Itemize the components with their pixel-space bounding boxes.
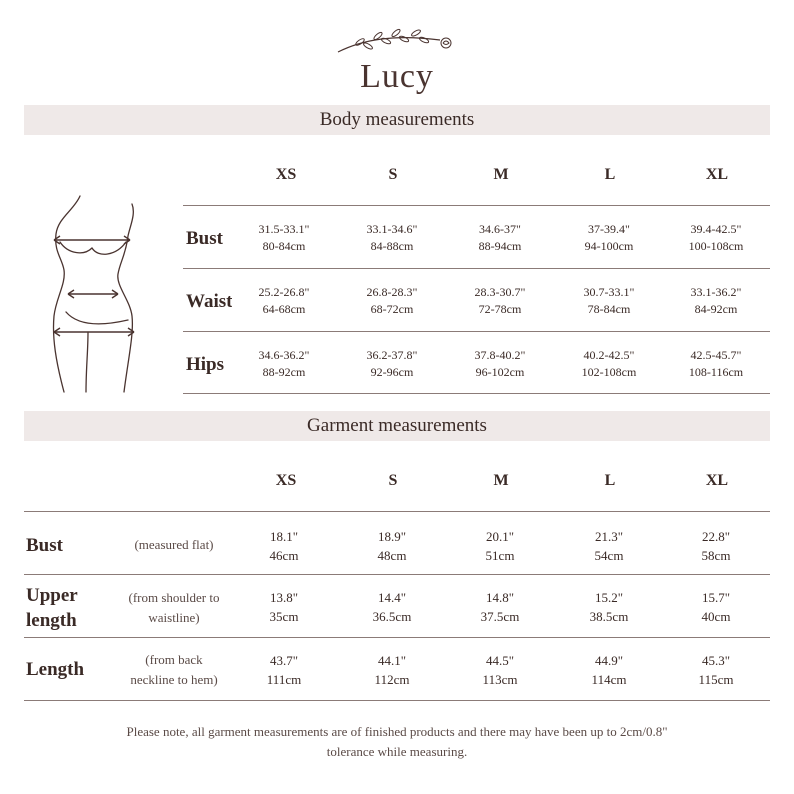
garment-row-note: (from back neckline to hem) — [130, 652, 218, 687]
body-waist-s: 26.8-28.3" 68-72cm — [366, 285, 418, 316]
body-silhouette-icon — [44, 192, 144, 398]
garment-upper-l: 15.2" 38.5cm — [589, 590, 629, 624]
garment-row-note: (measured flat) — [134, 537, 214, 552]
body-bust-xl: 39.4-42.5" 100-108cm — [688, 222, 744, 253]
tolerance-note: Please note, all garment measurements are of finished products and there may have been up to 2cm/0.8" tolerance while measuring. — [126, 724, 668, 759]
body-hips-s: 36.2-37.8" 92-96cm — [366, 348, 418, 379]
body-row-label: Waist — [186, 291, 232, 312]
garment-row-label: Bust — [26, 535, 63, 556]
body-hips-xs: 34.6-36.2" 88-92cm — [258, 348, 310, 379]
garment-length-xs: 43.7" 111cm — [266, 653, 302, 687]
garment-row-divider — [24, 637, 770, 638]
garment-size-m: M — [493, 472, 509, 489]
body-bust-s: 33.1-34.6" 84-88cm — [366, 222, 418, 253]
body-size-xl: XL — [705, 166, 729, 183]
garment-row-divider — [24, 700, 770, 701]
body-hips-l: 40.2-42.5" 102-108cm — [581, 348, 637, 379]
garment-row-label: Upper length — [26, 585, 78, 631]
garment-row-divider — [24, 574, 770, 575]
body-hips-m: 37.8-40.2" 96-102cm — [474, 348, 526, 379]
garment-length-xl: 45.3" 115cm — [698, 653, 734, 687]
body-row-divider — [183, 205, 770, 206]
brand-logo — [0, 26, 794, 96]
floral-branch-icon — [332, 26, 462, 60]
body-bust-m: 34.6-37" 88-94cm — [478, 222, 522, 253]
body-waist-xs: 25.2-26.8" 64-68cm — [258, 285, 310, 316]
garment-length-l: 44.9" 114cm — [591, 653, 627, 687]
garment-length-s: 44.1" 112cm — [374, 653, 410, 687]
garment-bust-xs: 18.1" 46cm — [269, 529, 299, 563]
body-measurements-title: Body measurements — [24, 105, 770, 135]
garment-size-s: S — [388, 472, 398, 489]
garment-row-note: (from shoulder to waistline) — [128, 590, 220, 625]
garment-bust-s: 18.9" 48cm — [377, 529, 407, 563]
body-size-xs: XS — [275, 166, 297, 183]
body-hips-xl: 42.5-45.7" 108-116cm — [688, 348, 744, 379]
garment-row-divider — [24, 511, 770, 512]
garment-row-label: Length — [26, 659, 85, 680]
body-row-divider — [183, 268, 770, 269]
body-bust-xs: 31.5-33.1" 80-84cm — [258, 222, 310, 253]
garment-bust-xl: 22.8" 58cm — [701, 529, 731, 563]
body-waist-m: 28.3-30.7" 72-78cm — [474, 285, 526, 316]
garment-upper-xs: 13.8" 35cm — [269, 590, 299, 624]
garment-bust-m: 20.1" 51cm — [485, 529, 515, 563]
body-size-m: M — [493, 166, 509, 183]
body-waist-l: 30.7-33.1" 78-84cm — [583, 285, 635, 316]
body-row-label: Hips — [186, 354, 225, 375]
body-bust-l: 37-39.4" 94-100cm — [584, 222, 634, 253]
garment-size-xl: XL — [705, 472, 729, 489]
garment-upper-xl: 15.7" 40cm — [701, 590, 731, 624]
body-waist-xl: 33.1-36.2" 84-92cm — [690, 285, 742, 316]
brand-name: Lucy — [360, 58, 434, 95]
body-size-l: L — [604, 166, 616, 183]
garment-upper-s: 14.4" 36.5cm — [372, 590, 412, 624]
body-row-label: Bust — [186, 228, 223, 249]
garment-size-xs: XS — [275, 472, 297, 489]
body-row-divider — [183, 393, 770, 394]
garment-upper-m: 14.8" 37.5cm — [480, 590, 520, 624]
garment-measurements-title: Garment measurements — [24, 411, 770, 441]
garment-size-l: L — [604, 472, 616, 489]
garment-bust-l: 21.3" 54cm — [594, 529, 624, 563]
body-row-divider — [183, 331, 770, 332]
garment-length-m: 44.5" 113cm — [482, 653, 518, 687]
body-size-s: S — [388, 166, 398, 183]
